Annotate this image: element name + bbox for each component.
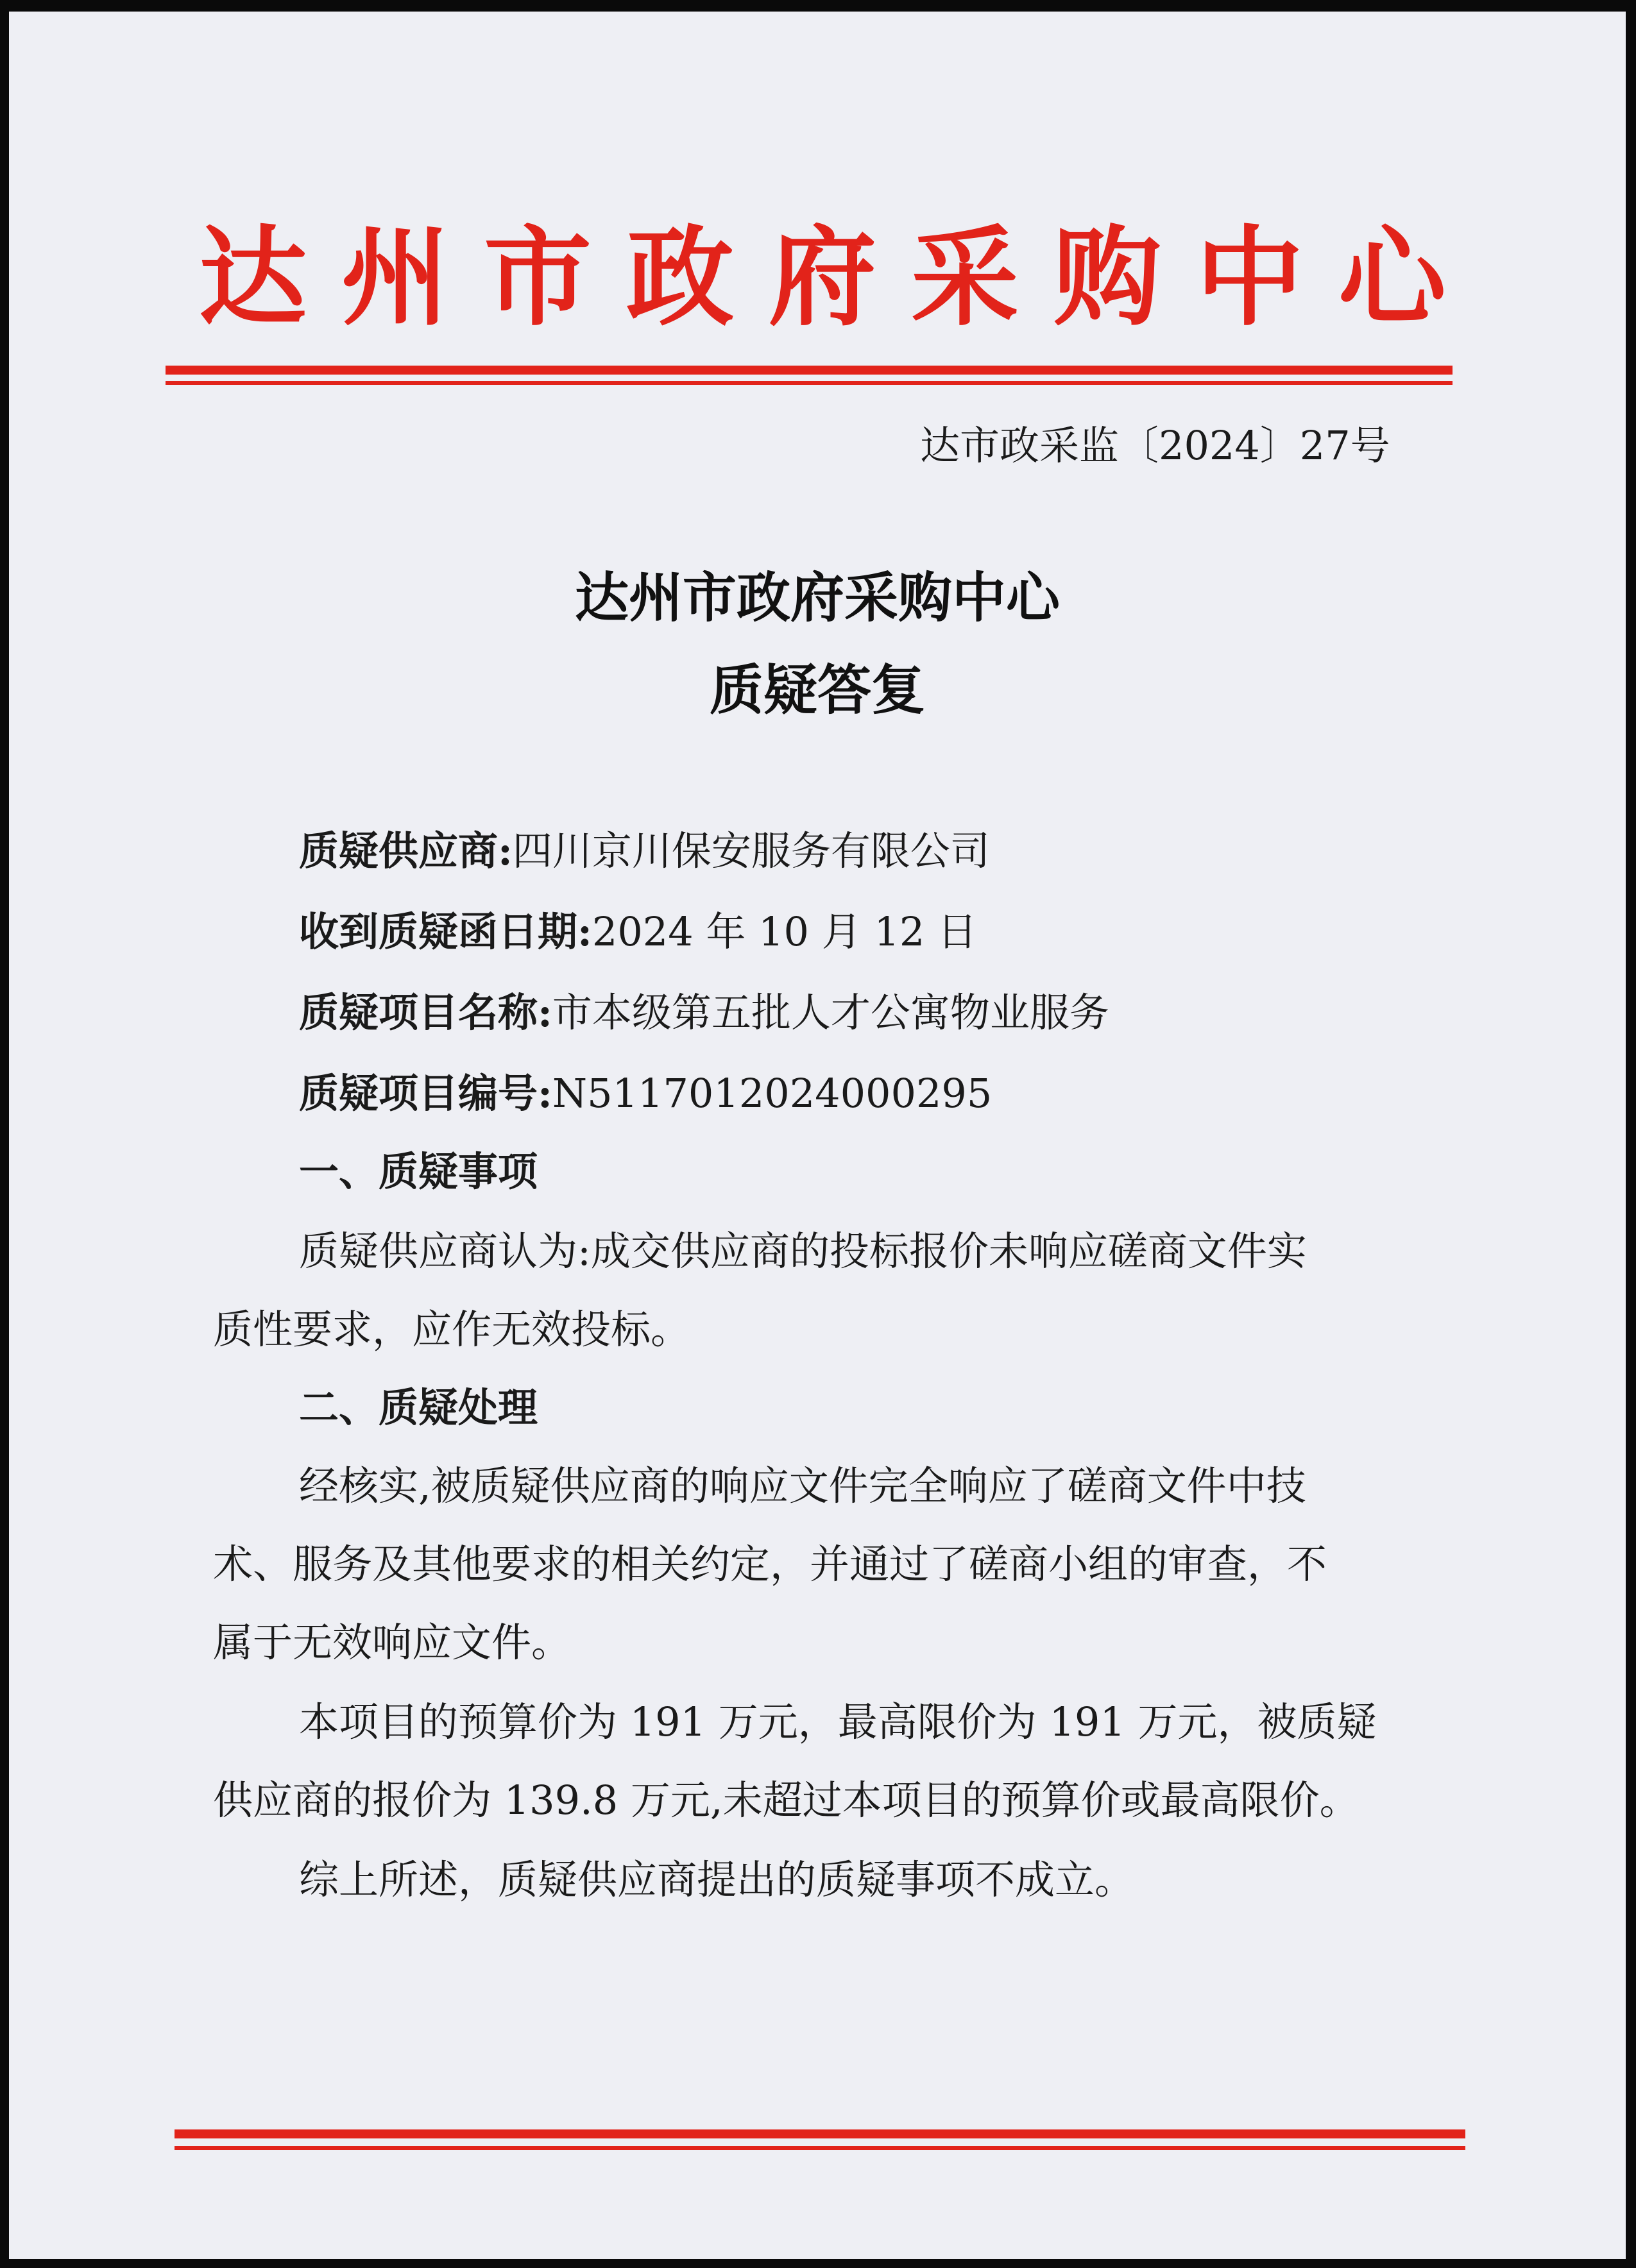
document-number: 达市政采监〔2024〕27号 bbox=[920, 422, 1390, 469]
letterhead-rule-thick bbox=[166, 366, 1453, 375]
paragraph-line: 属于无效响应文件。 bbox=[213, 1619, 572, 1666]
field-supplier bbox=[299, 827, 990, 874]
field-label: 质疑供应商: bbox=[299, 827, 513, 874]
letterhead-rule-thin bbox=[166, 381, 1453, 385]
field-received-date bbox=[299, 908, 978, 955]
paragraph-line: 综上所述，质疑供应商提出的质疑事项不成立。 bbox=[299, 1856, 1135, 1903]
field-value: 2024 年 10 月 12 日 bbox=[592, 908, 978, 955]
footer-rule-thick bbox=[175, 2129, 1465, 2138]
field-label: 质疑项目编号: bbox=[299, 1070, 552, 1117]
paragraph-line: 经核实,被质疑供应商的响应文件完全响应了磋商文件中技 bbox=[299, 1462, 1306, 1509]
field-project-name bbox=[299, 989, 1109, 1036]
paragraph-line: 本项目的预算价为 191 万元，最高限价为 191 万元，被质疑 bbox=[299, 1698, 1377, 1745]
section-heading-handling: 二、质疑处理 bbox=[299, 1384, 538, 1431]
paragraph-line: 术、服务及其他要求的相关约定，并通过了磋商小组的审查，不 bbox=[213, 1541, 1327, 1587]
paragraph-line: 供应商的报价为 139.8 万元,未超过本项目的预算价或最高限价。 bbox=[213, 1777, 1359, 1824]
document-paper bbox=[9, 12, 1626, 2259]
field-label: 质疑项目名称: bbox=[299, 989, 552, 1036]
field-project-number bbox=[299, 1070, 993, 1117]
paragraph-line: 质疑供应商认为:成交供应商的投标报价未响应磋商文件实 bbox=[299, 1228, 1307, 1274]
section-heading-issue: 一、质疑事项 bbox=[299, 1148, 538, 1195]
paragraph-line: 质性要求，应作无效投标。 bbox=[213, 1306, 691, 1353]
field-value: 市本级第五批人才公寓物业服务 bbox=[552, 989, 1109, 1036]
title-line-2: 质疑答复 bbox=[709, 658, 925, 722]
footer-rule-thin bbox=[175, 2146, 1465, 2150]
field-value: N5117012024000295 bbox=[552, 1070, 993, 1117]
field-label: 收到质疑函日期: bbox=[299, 908, 592, 955]
field-value: 四川京川保安服务有限公司 bbox=[512, 827, 990, 874]
letterhead-agency-name: 达州市政府采购中心 bbox=[199, 214, 1481, 341]
title-line-1: 达州市政府采购中心 bbox=[574, 566, 1060, 629]
